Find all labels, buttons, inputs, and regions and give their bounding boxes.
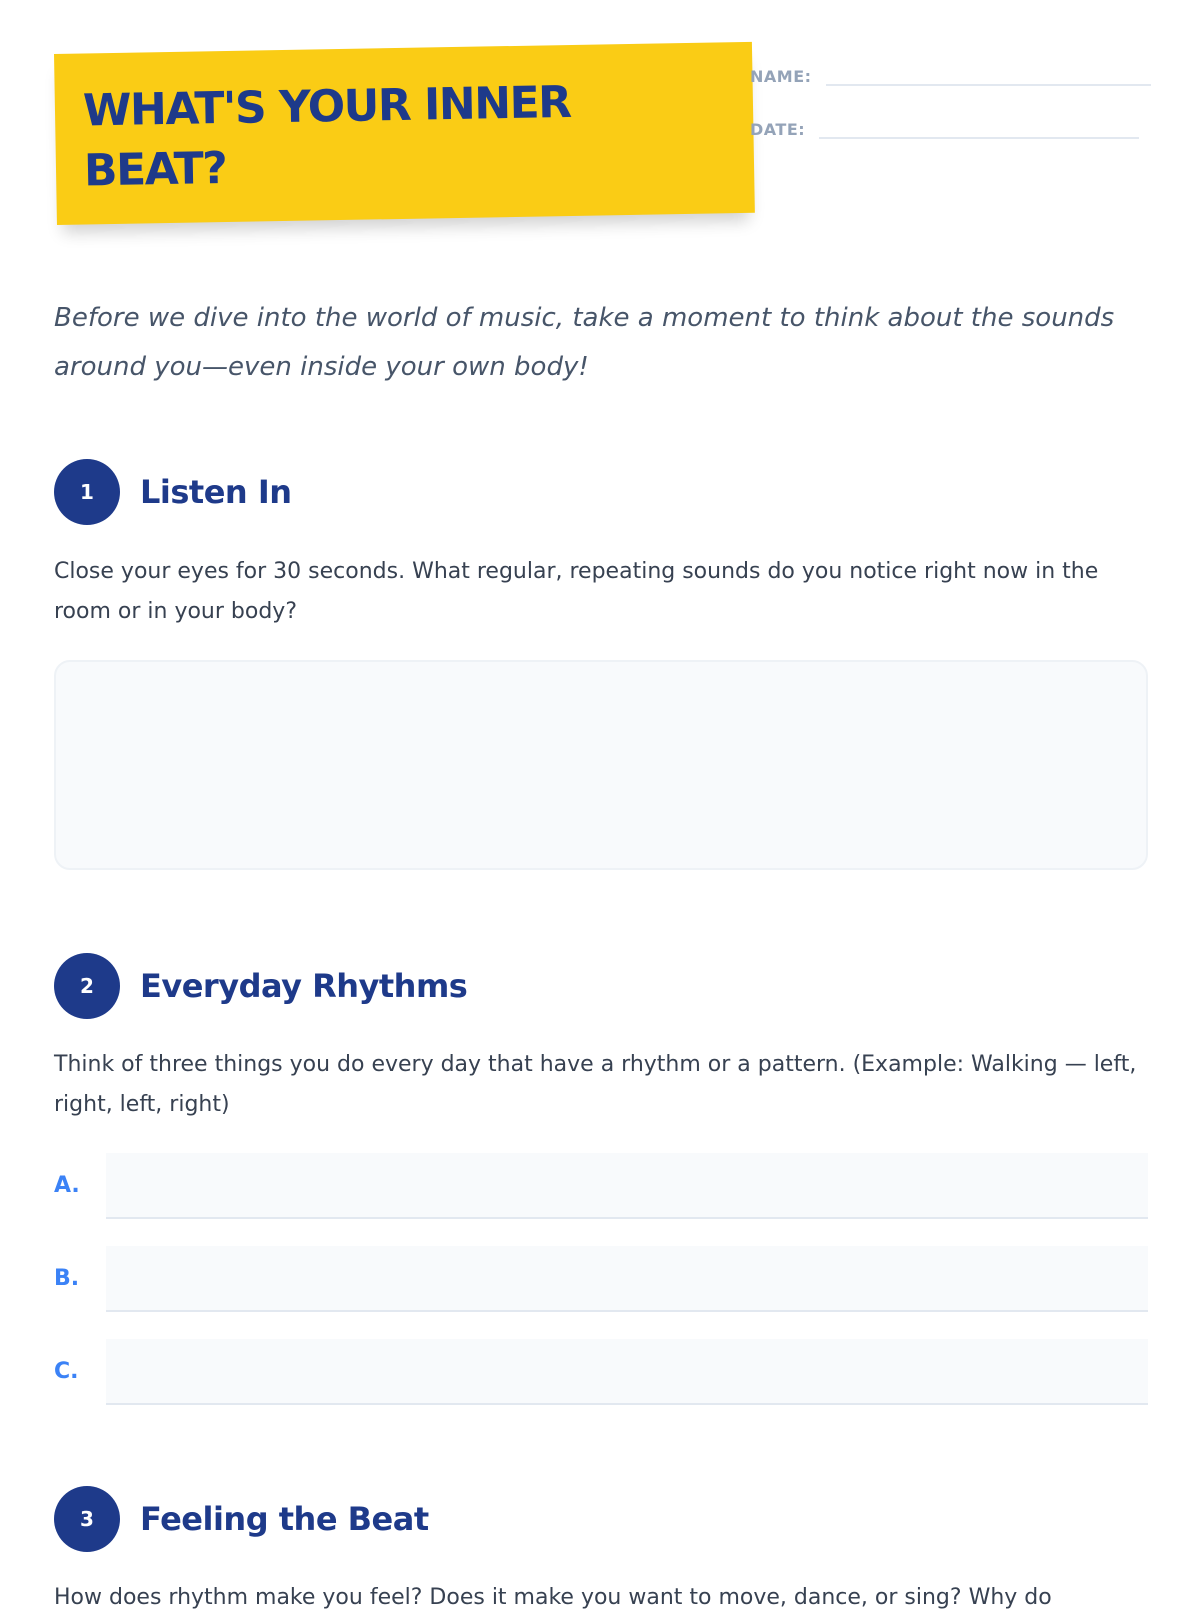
name-label: NAME:	[750, 67, 812, 86]
section-number-badge: 2	[54, 953, 120, 1019]
list-letter: A.	[54, 1173, 80, 1198]
section-3-prompt: How does rhythm make you feel? Does it make you want to move, dance, or sing? Why do	[54, 1585, 1052, 1610]
date-row	[750, 117, 1139, 139]
list-item-b	[54, 1246, 1148, 1312]
section-1-header	[54, 459, 292, 525]
list-item-c	[54, 1339, 1148, 1405]
section-1-answer-box[interactable]	[54, 660, 1148, 870]
section-number-badge: 1	[54, 459, 120, 525]
section-title: Everyday Rhythms	[140, 967, 468, 1005]
section-number-badge: 3	[54, 1486, 120, 1552]
section-2-prompt: Think of three things you do every day that have a rhythm or a pattern. (Example: Walking — left, right, left, right)	[54, 1052, 1137, 1117]
page-title: WHAT'S YOUR INNER BEAT?	[82, 76, 571, 197]
name-field[interactable]	[826, 64, 1151, 86]
answer-line[interactable]	[106, 1246, 1148, 1312]
date-label: DATE:	[750, 120, 806, 139]
section-1-prompt: Close your eyes for 30 seconds. What regular, repeating sounds do you notice right now in the room or in your body?	[54, 559, 1099, 624]
name-row	[750, 64, 1151, 86]
answer-line[interactable]	[106, 1339, 1148, 1405]
section-title: Listen In	[140, 473, 292, 511]
section-3-header	[54, 1486, 429, 1552]
list-item-a	[54, 1153, 1148, 1219]
date-field[interactable]	[819, 117, 1139, 139]
title-banner	[54, 42, 755, 225]
intro-text: Before we dive into the world of music, take a moment to think about the sounds around you—even inside your own body!	[54, 303, 1115, 382]
answer-line[interactable]	[106, 1153, 1148, 1219]
section-2-header	[54, 953, 467, 1019]
list-letter: B.	[54, 1266, 80, 1291]
section-title: Feeling the Beat	[140, 1500, 429, 1538]
list-letter: C.	[54, 1359, 79, 1384]
